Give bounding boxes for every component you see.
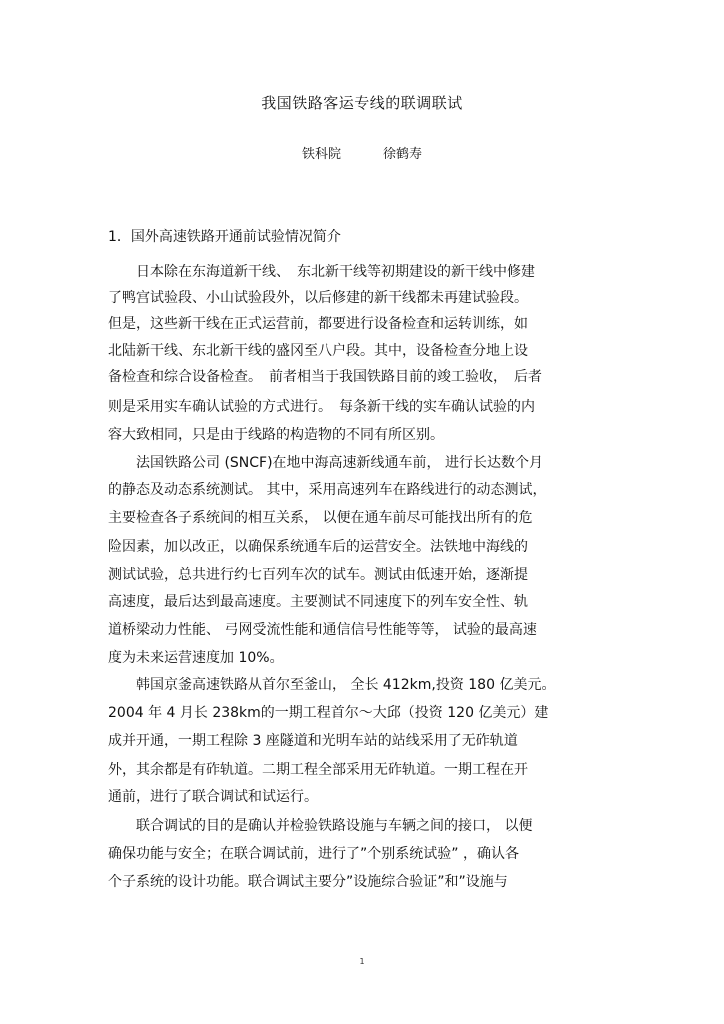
body-text-line: 则是采用实车确认试验的方式进行。 每条新干线的实车确认试验的内 bbox=[108, 399, 535, 415]
author-institution: 铁科院 bbox=[301, 147, 341, 162]
body-text-line: 北陆新干线、东北新干线的盛冈至八户段。其中，设备检查分地上设 bbox=[108, 343, 528, 359]
body-text-line: 但是，这些新干线在正式运营前，都要进行设备检查和运转训练，如 bbox=[108, 316, 528, 332]
body-text-line: 的静态及动态系统测试。 其中，采用高速列车在路线进行的动态测试， bbox=[108, 482, 547, 498]
body-text-line: 道桥梁动力性能、 弓网受流性能和通信信号性能等等， 试验的最高速 bbox=[108, 622, 537, 638]
body-text-line: 度为未来运营速度加 10%。 bbox=[108, 650, 284, 666]
body-text-line: 外，其余都是有砟轨道。二期工程全部采用无砟轨道。一期工程在开 bbox=[108, 762, 528, 778]
body-text-line: 主要检查各子系统间的相互关系， 以便在通车前尽可能找出所有的危 bbox=[108, 510, 533, 526]
body-text-line: 备检查和综合设备检查。 前者相当于我国铁路目前的竣工验收， 后者 bbox=[108, 369, 542, 385]
body-text-line: 容大致相同，只是由于线路的构造物的不同有所区别。 bbox=[108, 427, 444, 443]
body-text-line: 2004 年 4 月长 238km的一期工程首尔～大邱（投资 120 亿美元）建 bbox=[108, 705, 549, 721]
body-text-line: 险因素，加以改正，以确保系统通车后的运营安全。法铁地中海线的 bbox=[108, 539, 528, 555]
body-text-line: 法国铁路公司 (SNCF)在地中海高速新线通车前， 进行长达数个月 bbox=[108, 455, 544, 471]
document-title: 我国铁路客运专线的联调联试 bbox=[261, 94, 463, 112]
page-number: 1 bbox=[359, 957, 365, 966]
body-text-line: 日本除在东海道新干线、 东北新干线等初期建设的新干线中修建 bbox=[108, 264, 535, 280]
body-text-line: 联合调试的目的是确认并检验铁路设施与车辆之间的接口， 以便 bbox=[108, 818, 533, 834]
body-text-line: 韩国京釜高速铁路从首尔至釜山， 全长 412km,投资 180 亿美元。 bbox=[108, 677, 556, 693]
author-name: 徐鹤寿 bbox=[383, 147, 423, 162]
body-text-line: 成并开通，一期工程除 3 座隧道和光明车站的站线采用了无砟轨道 bbox=[108, 733, 518, 749]
body-text-line: 通前，进行了联合调试和试运行。 bbox=[108, 789, 318, 805]
body-text-line: 了鸭宫试验段、小山试验段外，以后修建的新干线都未再建试验段。 bbox=[108, 290, 528, 306]
section-heading: 1．国外高速铁路开通前试验情况简介 bbox=[108, 229, 341, 245]
author-line bbox=[0, 143, 724, 162]
body-text-line: 确保功能与安全；在联合调试前，进行了”个别系统试验” ，确认各 bbox=[108, 846, 519, 862]
body-text-line: 个子系统的设计功能。联合调试主要分”设施综合验证”和”设施与 bbox=[108, 874, 508, 890]
body-text-line: 测试试验，总共进行约七百列车次的试车。测试由低速开始，逐渐提 bbox=[108, 567, 528, 583]
body-text-line: 高速度，最后达到最高速度。主要测试不同速度下的列车安全性、轨 bbox=[108, 594, 528, 610]
